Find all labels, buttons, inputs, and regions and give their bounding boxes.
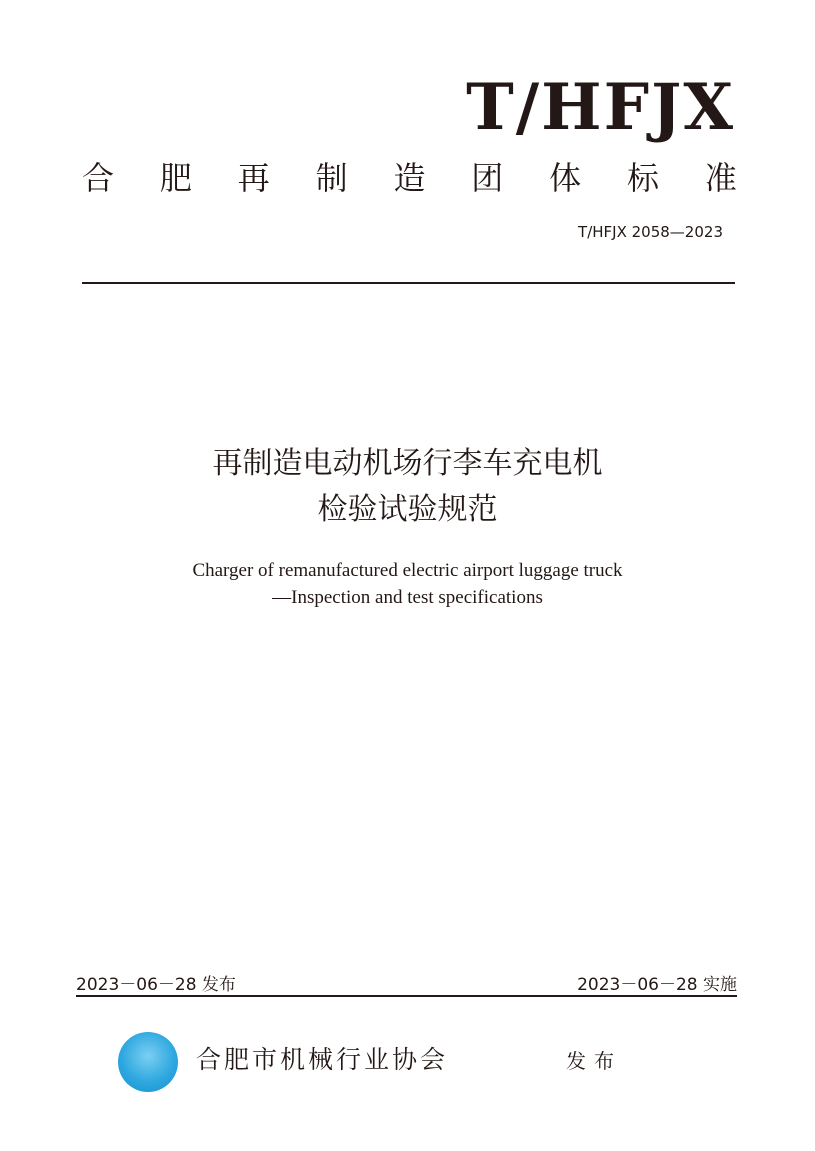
standard-type-char: 再 xyxy=(237,159,270,197)
standard-type-char: 标 xyxy=(627,159,660,197)
title-chinese-line1: 再制造电动机场行李车充电机 xyxy=(212,446,603,481)
bottom-divider xyxy=(76,995,737,997)
title-english-line1: Charger of remanufactured electric airport luggage truck xyxy=(192,560,623,581)
standard-type-char: 团 xyxy=(471,159,504,197)
standard-type-char: 合 xyxy=(82,159,115,197)
title-english-line2: —Inspection and test specifications xyxy=(272,587,543,608)
standard-type-char: 制 xyxy=(315,159,348,197)
standard-type-char: 体 xyxy=(549,159,582,197)
issuing-organization: 合肥市机械行业协会 xyxy=(196,1045,449,1074)
association-seal xyxy=(118,1032,178,1092)
issue-label: 发布 xyxy=(566,1049,622,1073)
top-divider xyxy=(82,282,735,284)
standard-type-char: 造 xyxy=(393,159,426,197)
standard-type-heading xyxy=(82,158,737,198)
implementation-date: 2023－06－28 实施 xyxy=(577,975,737,995)
standard-type-char: 肥 xyxy=(159,159,192,197)
title-chinese-line2: 检验试验规范 xyxy=(317,492,498,527)
issue-date: 2023－06－28 发布 xyxy=(76,975,236,995)
standard-code-large: T/HFJX xyxy=(466,70,735,145)
standard-type-char: 准 xyxy=(704,159,737,197)
standard-number: T/HFJX 2058—2023 xyxy=(578,223,723,241)
